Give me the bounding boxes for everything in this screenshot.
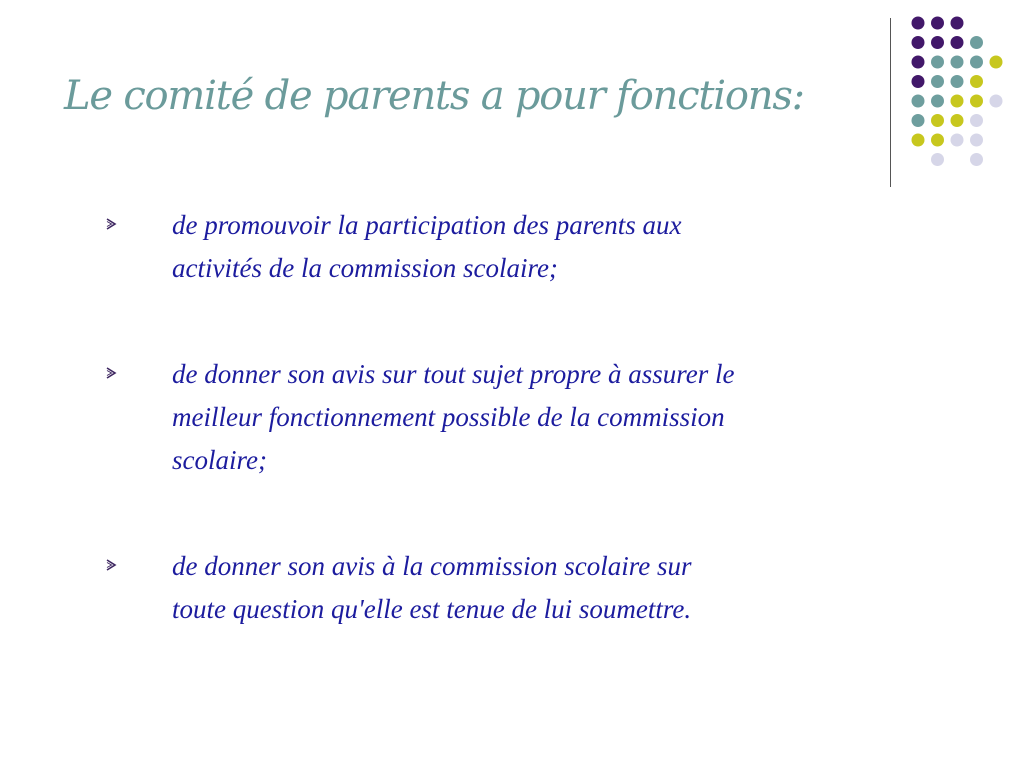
decorative-dot [912,75,925,88]
decorative-dot [931,134,944,147]
decorative-dot [970,75,983,88]
decorative-dot [912,134,925,147]
decorative-dot [912,114,925,127]
decorative-dot-grid [0,0,1024,200]
decorative-dot [912,36,925,49]
bullet-line: scolaire; [172,445,267,475]
decorative-dot [990,95,1003,108]
decorative-dot [951,95,964,108]
decorative-dot [951,134,964,147]
slide-title: Le comité de parents a pour fonctions: [64,73,804,119]
chevron-right-icon [104,366,118,380]
bullet-line: meilleur fonctionnement possible de la commission [172,402,725,432]
decorative-dot [931,153,944,166]
decorative-dot [990,56,1003,69]
decorative-dot [912,17,925,30]
bullet-item [104,204,904,290]
decorative-dot [912,56,925,69]
bullet-line: de donner son avis sur tout sujet propre à assurer le [172,359,735,389]
decorative-dot [970,36,983,49]
decorative-dot [931,56,944,69]
bullet-line: activités de la commission scolaire; [172,253,558,283]
chevron-right-icon [104,217,118,231]
chevron-right-icon [104,558,118,572]
decorative-dot [912,95,925,108]
decorative-dot [951,36,964,49]
decorative-dot [970,114,983,127]
bullet-line: de donner son avis à la commission scolaire sur [172,551,692,581]
decorative-dot [970,95,983,108]
decorative-dot [931,17,944,30]
decorative-dot [931,95,944,108]
bullet-line: de promouvoir la participation des parents aux [172,210,682,240]
decorative-dot [931,114,944,127]
decorative-dot [970,153,983,166]
decorative-dot [951,56,964,69]
decorative-dot [970,56,983,69]
bullet-item [104,545,904,631]
decorative-dot [951,114,964,127]
bullet-item [104,353,904,482]
decorative-dot [970,134,983,147]
decorative-dot [931,36,944,49]
decorative-dot [951,75,964,88]
decorative-dot [951,17,964,30]
bullet-line: toute question qu'elle est tenue de lui soumettre. [172,594,692,624]
decorative-dot [931,75,944,88]
bullet-list [104,204,904,631]
